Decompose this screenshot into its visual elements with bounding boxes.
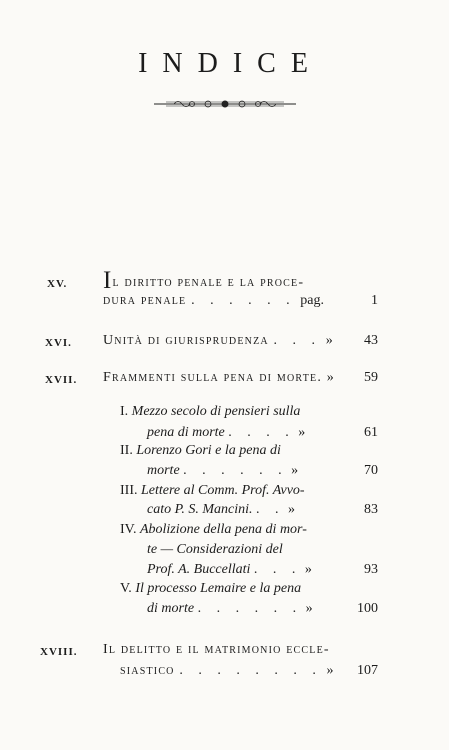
subentry-line: V. Il processo Lemaire e la pena bbox=[120, 581, 302, 596]
subentry-line: cato P. S. Mancini. . . » bbox=[147, 502, 296, 517]
subentry-line: III. Lettere al Comm. Prof. Avvo- bbox=[120, 483, 305, 498]
page-number: 43 bbox=[364, 333, 378, 348]
entry-roman: XVIII. bbox=[40, 646, 78, 658]
page-number: 83 bbox=[364, 502, 378, 517]
subentry-line: I. Mezzo secolo di pensieri sulla bbox=[120, 404, 301, 419]
entry-roman: XVI. bbox=[45, 337, 72, 349]
subentry-line: IV. Abolizione della pena di mor- bbox=[120, 522, 307, 537]
page-number: 100 bbox=[357, 601, 378, 616]
entry-title-line: Unità di giurisprudenza . . . » bbox=[103, 333, 334, 348]
subentry-line: morte . . . . . . » bbox=[147, 463, 299, 478]
entry-title-line: siastico . . . . . . . . » bbox=[120, 663, 335, 678]
page-number: 70 bbox=[364, 463, 378, 478]
entry-roman: XV. bbox=[47, 278, 68, 290]
entry-title-line: Il diritto penale e la proce- bbox=[103, 267, 305, 294]
subentry-line: te — Considerazioni del bbox=[147, 542, 283, 557]
ornament-divider-icon bbox=[152, 96, 298, 112]
entry-title-line: Il delitto e il matrimonio eccle- bbox=[103, 642, 330, 657]
entry-roman: XVII. bbox=[45, 374, 78, 386]
page-number: 107 bbox=[357, 663, 378, 678]
page-number: 61 bbox=[364, 425, 378, 440]
entry-title-line: dura penale . . . . . . pag. bbox=[103, 293, 324, 308]
page-title: INDICE bbox=[138, 48, 323, 79]
page-number: 1 bbox=[371, 293, 378, 308]
entry-title-line: Frammenti sulla pena di morte. » bbox=[103, 370, 335, 385]
drop-cap: I bbox=[103, 267, 113, 294]
page-number: 59 bbox=[364, 370, 378, 385]
subentry-line: Prof. A. Buccellati . . . » bbox=[147, 562, 312, 577]
page-number: 93 bbox=[364, 562, 378, 577]
subentry-line: di morte . . . . . . » bbox=[147, 601, 313, 616]
subentry-line: pena di morte . . . . » bbox=[147, 425, 306, 440]
subentry-line: II. Lorenzo Gori e la pena di bbox=[120, 443, 281, 458]
